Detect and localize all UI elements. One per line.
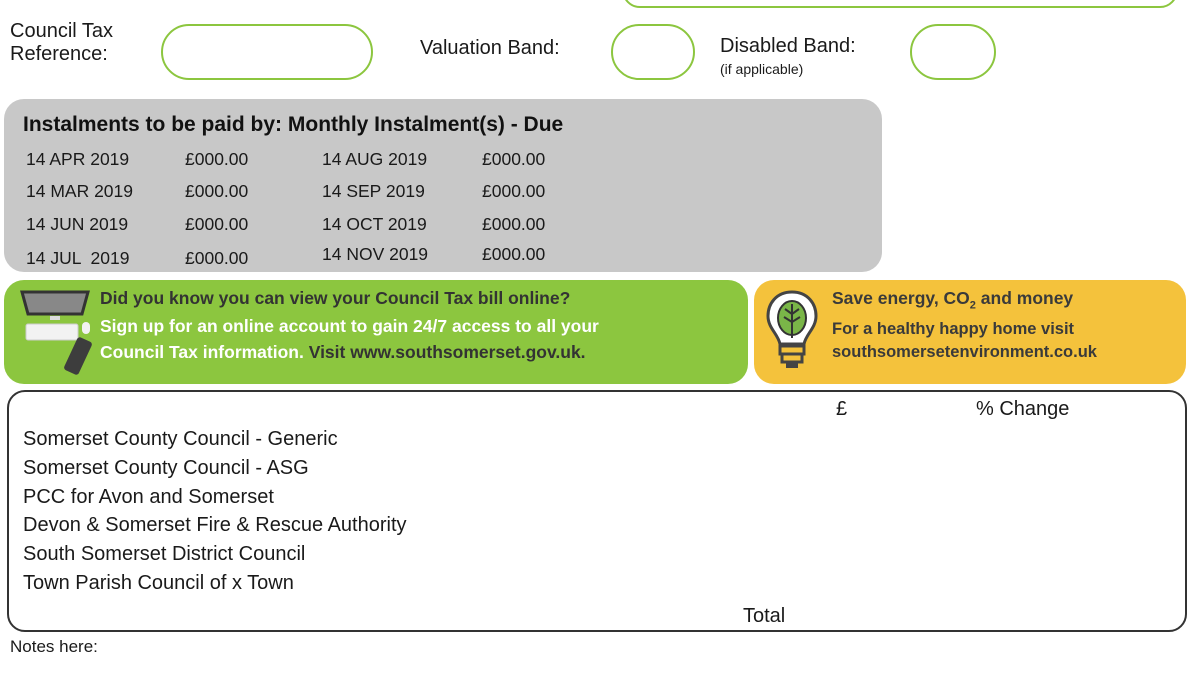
valuation-band-field[interactable]: [611, 24, 695, 80]
energy-banner-link[interactable]: southsomersetenvironment.co.uk: [832, 343, 1097, 361]
instalment-date: 14 MAR 2019: [26, 181, 134, 201]
charge-row: PCC for Avon and Somerset: [23, 486, 274, 508]
disabled-band-field[interactable]: [910, 24, 996, 80]
label-line: Reference:: [10, 43, 108, 65]
charge-row: South Somerset District Council: [23, 543, 306, 565]
instalments-panel: [4, 99, 882, 272]
online-banner-link[interactable]: Visit www.southsomerset.gov.uk.: [308, 342, 586, 362]
instalment-date: 14 AUG 2019: [322, 149, 428, 169]
address-field[interactable]: [622, 0, 1178, 8]
disabled-band-label: Disabled Band:: [720, 35, 856, 57]
instalment-date: 14 APR 2019: [26, 149, 130, 169]
energy-title-suffix: and money: [975, 288, 1074, 308]
disabled-band-sublabel: (if applicable): [720, 61, 804, 77]
charge-row: Somerset County Council - ASG: [23, 457, 309, 479]
instalment-date: 14 NOV 2019: [322, 244, 429, 264]
instalment-amount: £000.00: [482, 214, 546, 234]
instalment-amount: £000.00: [185, 181, 249, 201]
online-banner-text: [100, 342, 586, 363]
energy-title-prefix: Save energy, CO: [832, 288, 970, 308]
instalment-date: 14 SEP 2019: [322, 181, 425, 201]
total-label: Total: [743, 605, 786, 627]
devices-icon: [12, 286, 96, 380]
instalment-amount: £000.00: [185, 149, 249, 169]
notes-label: Notes here:: [10, 637, 98, 656]
charge-row: Somerset County Council - Generic: [23, 428, 338, 450]
valuation-band-label: Valuation Band:: [420, 37, 560, 59]
amount-column-header: £: [836, 398, 848, 420]
online-banner-headline: Did you know you can view your Council Tax bill online?: [100, 288, 571, 308]
instalment-amount: £000.00: [482, 244, 546, 264]
lightbulb-leaf-icon: [764, 288, 820, 376]
charge-row: Town Parish Council of x Town: [23, 572, 294, 594]
instalments-title: Instalments to be paid by: Monthly Instalment(s) - Due: [23, 113, 564, 136]
instalment-date: 14 OCT 2019: [322, 214, 427, 234]
council-tax-reference-field[interactable]: [161, 24, 373, 80]
instalment-date: 14 JUN 2019: [26, 214, 129, 234]
energy-banner-title: [832, 288, 1073, 312]
energy-banner-text: For a healthy happy home visit: [832, 320, 1075, 338]
online-banner-text: Sign up for an online account to gain 24/7 access to all your: [100, 316, 599, 336]
change-column-header: % Change: [976, 398, 1070, 420]
instalment-amount: £000.00: [482, 149, 546, 169]
instalment-date: 14 JUL 2019: [26, 248, 130, 268]
instalment-amount: £000.00: [185, 214, 249, 234]
instalment-amount: £000.00: [185, 248, 249, 268]
energy-banner: [754, 280, 1186, 384]
council-tax-reference-label: [10, 20, 113, 66]
charges-table: [7, 390, 1187, 632]
energy-title-subscript: 2: [969, 299, 976, 312]
online-banner-text-prefix: Council Tax information.: [100, 342, 309, 362]
label-line: Council Tax: [10, 20, 114, 42]
online-account-banner: [4, 280, 748, 384]
charge-row: Devon & Somerset Fire & Rescue Authority: [23, 514, 407, 536]
instalment-amount: £000.00: [482, 181, 546, 201]
